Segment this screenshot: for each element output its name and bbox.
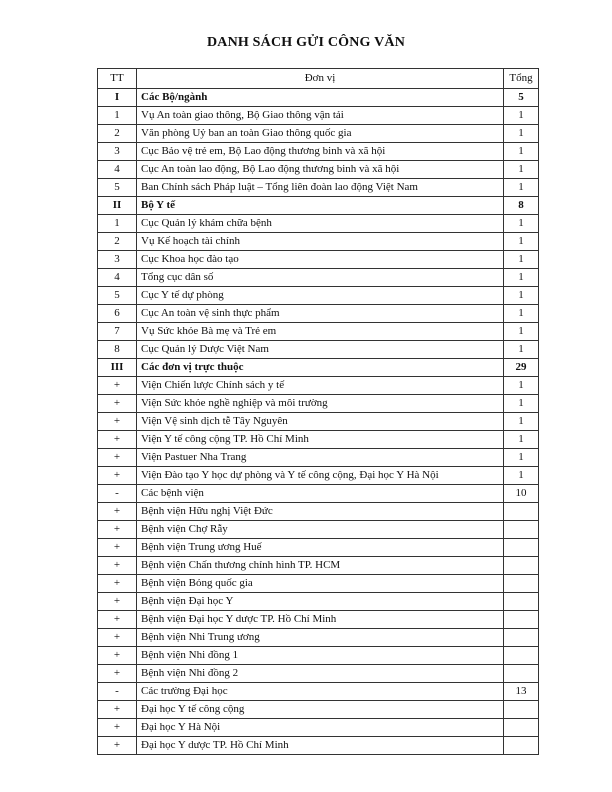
table-row <box>98 413 539 431</box>
cell-unit: Cục Bảo vệ trẻ em, Bộ Lao động thương binh và xã hội <box>137 143 504 161</box>
cell-tt: + <box>98 611 137 629</box>
cell-unit: Bộ Y tế <box>137 197 504 215</box>
cell-tt: 5 <box>98 287 137 305</box>
cell-unit: Tổng cục dân số <box>137 269 504 287</box>
table-header-row <box>98 69 539 89</box>
cell-tt: - <box>98 485 137 503</box>
cell-tt: 7 <box>98 323 137 341</box>
cell-unit: Văn phòng Uỷ ban an toàn Giao thông quốc gia <box>137 125 504 143</box>
cell-total <box>504 575 539 593</box>
cell-total <box>504 521 539 539</box>
cell-unit: Bệnh viện Nhi Trung ương <box>137 629 504 647</box>
cell-unit: Bệnh viện Đại học Y dược TP. Hồ Chí Minh <box>137 611 504 629</box>
table-row <box>98 215 539 233</box>
recipient-table <box>97 68 539 755</box>
cell-total <box>504 539 539 557</box>
cell-unit: Viện Đào tạo Y học dự phòng và Y tế công cộng, Đại học Y Hà Nội <box>137 467 504 485</box>
cell-total: 1 <box>504 467 539 485</box>
cell-tt: + <box>98 395 137 413</box>
cell-unit: Cục Y tế dự phòng <box>137 287 504 305</box>
cell-tt: 4 <box>98 161 137 179</box>
table-row <box>98 341 539 359</box>
cell-total: 1 <box>504 431 539 449</box>
cell-unit: Vụ Sức khỏe Bà mẹ và Trẻ em <box>137 323 504 341</box>
table-row <box>98 647 539 665</box>
cell-unit: Bệnh viện Nhi đồng 2 <box>137 665 504 683</box>
cell-unit: Cục Quản lý Dược Việt Nam <box>137 341 504 359</box>
cell-tt: 6 <box>98 305 137 323</box>
table-row <box>98 629 539 647</box>
cell-total <box>504 701 539 719</box>
cell-total: 1 <box>504 413 539 431</box>
cell-unit: Các bệnh viện <box>137 485 504 503</box>
cell-tt: + <box>98 539 137 557</box>
cell-tt: 1 <box>98 107 137 125</box>
cell-total: 1 <box>504 251 539 269</box>
table-row <box>98 557 539 575</box>
cell-tt: - <box>98 683 137 701</box>
section-row <box>98 359 539 377</box>
cell-unit: Cục An toàn vệ sinh thực phẩm <box>137 305 504 323</box>
table-row <box>98 503 539 521</box>
cell-tt: + <box>98 431 137 449</box>
cell-tt: + <box>98 629 137 647</box>
cell-total: 1 <box>504 143 539 161</box>
cell-unit: Bệnh viện Trung ương Huế <box>137 539 504 557</box>
section-row <box>98 89 539 107</box>
table-row <box>98 539 539 557</box>
section-row <box>98 197 539 215</box>
cell-unit: Cục Khoa học đào tạo <box>137 251 504 269</box>
cell-total <box>504 647 539 665</box>
cell-tt: + <box>98 647 137 665</box>
cell-total <box>504 737 539 755</box>
table-row <box>98 701 539 719</box>
cell-total: 1 <box>504 107 539 125</box>
table-row <box>98 521 539 539</box>
cell-total: 1 <box>504 233 539 251</box>
cell-unit: Các đơn vị trực thuộc <box>137 359 504 377</box>
cell-tt: + <box>98 557 137 575</box>
cell-unit: Bệnh viện Đại học Y <box>137 593 504 611</box>
cell-unit: Cục Quản lý khám chữa bệnh <box>137 215 504 233</box>
document-title: DANH SÁCH GỬI CÔNG VĂN <box>206 35 406 50</box>
cell-tt: 5 <box>98 179 137 197</box>
table-row <box>98 125 539 143</box>
cell-tt: + <box>98 701 137 719</box>
table-row <box>98 467 539 485</box>
table-row <box>98 449 539 467</box>
cell-tt: 2 <box>98 233 137 251</box>
cell-unit: Bệnh viện Nhi đồng 1 <box>137 647 504 665</box>
cell-unit: Viện Vệ sinh dịch tễ Tây Nguyên <box>137 413 504 431</box>
cell-tt: + <box>98 521 137 539</box>
cell-total: 10 <box>504 485 539 503</box>
cell-total: 1 <box>504 269 539 287</box>
cell-tt: 4 <box>98 269 137 287</box>
cell-tt: + <box>98 737 137 755</box>
cell-total: 1 <box>504 395 539 413</box>
table-row <box>98 107 539 125</box>
table-row <box>98 377 539 395</box>
cell-total <box>504 593 539 611</box>
cell-total <box>504 719 539 737</box>
cell-tt: 8 <box>98 341 137 359</box>
cell-tt: 3 <box>98 143 137 161</box>
cell-total <box>504 611 539 629</box>
table-row <box>98 593 539 611</box>
table-row <box>98 665 539 683</box>
table-row <box>98 431 539 449</box>
cell-unit: Vụ Kế hoạch tài chính <box>137 233 504 251</box>
cell-unit: Bệnh viện Bỏng quốc gia <box>137 575 504 593</box>
cell-tt: I <box>98 89 137 107</box>
cell-tt: + <box>98 575 137 593</box>
table-row <box>98 287 539 305</box>
cell-unit: Đại học Y tế công cộng <box>137 701 504 719</box>
cell-unit: Các Bộ/ngành <box>137 89 504 107</box>
cell-tt: III <box>98 359 137 377</box>
cell-total: 1 <box>504 305 539 323</box>
cell-tt: + <box>98 449 137 467</box>
cell-unit: Cục An toàn lao động, Bộ Lao động thương binh và xã hội <box>137 161 504 179</box>
table-row <box>98 323 539 341</box>
table-row <box>98 305 539 323</box>
cell-unit: Viện Pastuer Nha Trang <box>137 449 504 467</box>
cell-unit: Viện Y tế công cộng TP. Hồ Chí Minh <box>137 431 504 449</box>
cell-total: 13 <box>504 683 539 701</box>
cell-total: 1 <box>504 377 539 395</box>
cell-total: 1 <box>504 161 539 179</box>
cell-tt: + <box>98 665 137 683</box>
cell-unit: Bệnh viện Chấn thương chỉnh hình TP. HCM <box>137 557 504 575</box>
cell-total: 1 <box>504 179 539 197</box>
cell-tt: + <box>98 413 137 431</box>
cell-tt: + <box>98 719 137 737</box>
cell-total: 1 <box>504 287 539 305</box>
cell-total: 8 <box>504 197 539 215</box>
cell-unit: Viện Sức khỏe nghề nghiệp và môi trường <box>137 395 504 413</box>
table-row <box>98 143 539 161</box>
table-row <box>98 719 539 737</box>
table-row <box>98 611 539 629</box>
cell-total <box>504 557 539 575</box>
cell-tt: + <box>98 377 137 395</box>
table-row <box>98 179 539 197</box>
table-row <box>98 683 539 701</box>
cell-unit: Ban Chính sách Pháp luật – Tổng liên đoàn lao động Việt Nam <box>137 179 504 197</box>
cell-total: 1 <box>504 449 539 467</box>
header-tt: TT <box>98 69 137 89</box>
cell-unit: Viện Chiến lược Chính sách y tế <box>137 377 504 395</box>
cell-total: 1 <box>504 341 539 359</box>
header-unit: Đơn vị <box>137 69 504 89</box>
cell-tt: II <box>98 197 137 215</box>
cell-total <box>504 665 539 683</box>
cell-unit: Đại học Y Hà Nội <box>137 719 504 737</box>
cell-unit: Bệnh viện Chợ Rẫy <box>137 521 504 539</box>
table-row <box>98 233 539 251</box>
cell-tt: 1 <box>98 215 137 233</box>
cell-total: 1 <box>504 215 539 233</box>
cell-unit: Các trường Đại học <box>137 683 504 701</box>
table-row <box>98 161 539 179</box>
cell-total <box>504 629 539 647</box>
cell-unit: Đại học Y dược TP. Hồ Chí Minh <box>137 737 504 755</box>
cell-tt: + <box>98 467 137 485</box>
cell-total: 29 <box>504 359 539 377</box>
cell-total <box>504 503 539 521</box>
table-row <box>98 737 539 755</box>
cell-unit: Bệnh viện Hữu nghị Việt Đức <box>137 503 504 521</box>
table-row <box>98 575 539 593</box>
cell-tt: 2 <box>98 125 137 143</box>
table-row <box>98 485 539 503</box>
cell-tt: + <box>98 593 137 611</box>
cell-total: 1 <box>504 323 539 341</box>
header-total: Tổng <box>504 69 539 89</box>
cell-total: 1 <box>504 125 539 143</box>
cell-tt: 3 <box>98 251 137 269</box>
cell-tt: + <box>98 503 137 521</box>
cell-total: 5 <box>504 89 539 107</box>
table-row <box>98 269 539 287</box>
table-row <box>98 251 539 269</box>
cell-unit: Vụ An toàn giao thông, Bộ Giao thông vận tải <box>137 107 504 125</box>
table-row <box>98 395 539 413</box>
